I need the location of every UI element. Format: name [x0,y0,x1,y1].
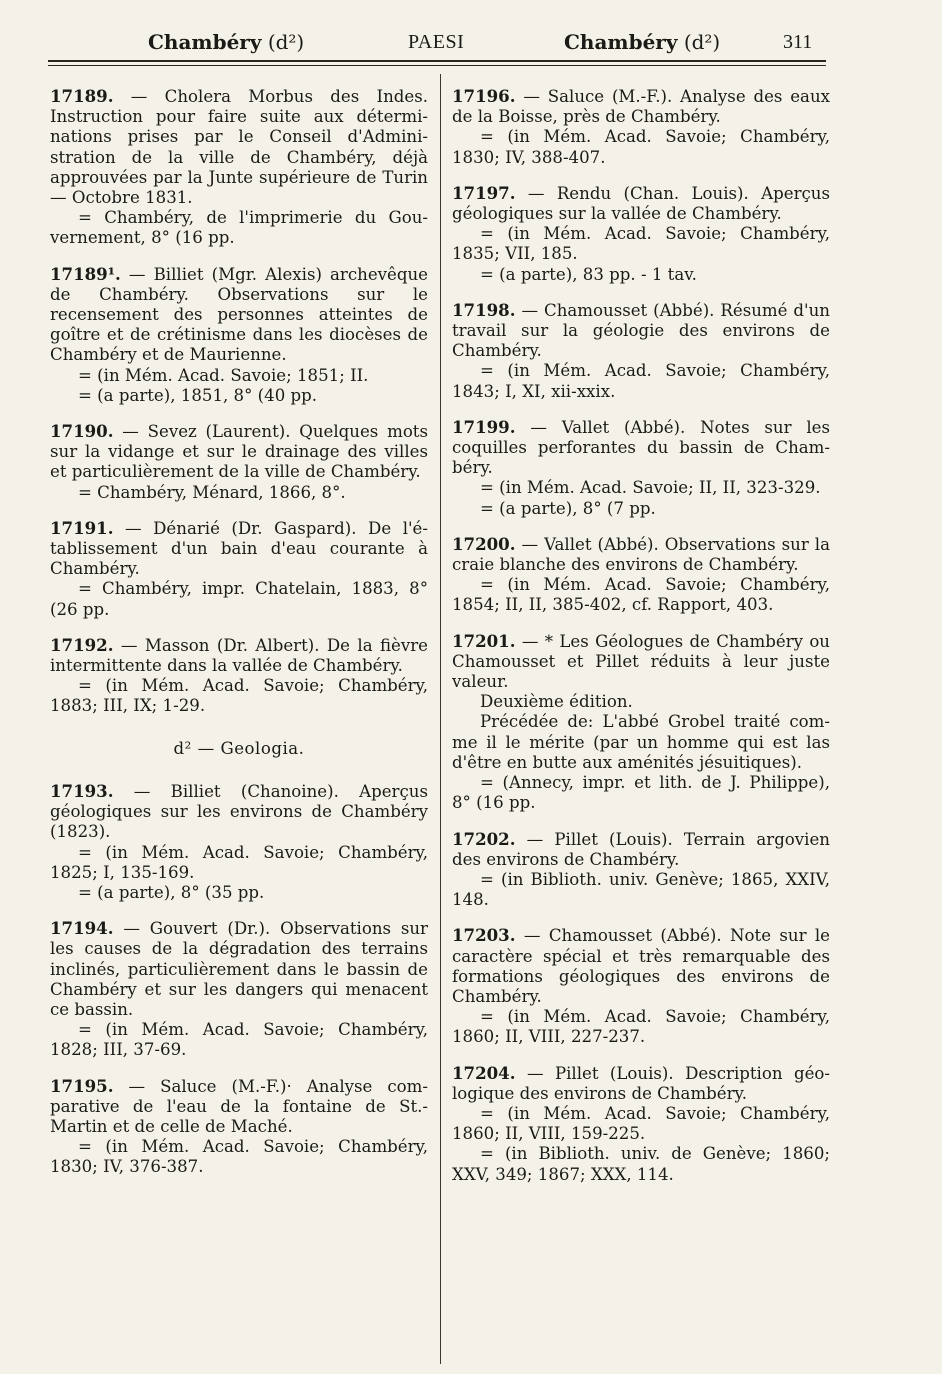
bibliography-entry [50,918,428,1060]
entry-title-line [50,781,428,843]
entry-text: — Masson (Dr. Albert). De la fièvre intermittente dans la vallée de Chambéry. [50,635,428,676]
entry-text: — Billiet (Chanoine). Aperçus géologiques sur les environs de Chambéry (1823). [50,781,428,842]
bibliography-entry [452,925,830,1047]
entry-title-line [50,421,428,483]
entry-number: 17204. [452,1062,516,1083]
entry-detail-line: = (in Mém. Acad. Savoie; Chambéry, 1835; VII, 185. [452,224,830,264]
bibliography-entry [452,300,830,402]
entry-detail-line: = (in Mém. Acad. Savoie; Chambéry, 1860; II, VIII, 159-225. [452,1103,830,1144]
entry-title-line [50,518,428,580]
entry-title-line [452,829,830,870]
entry-detail-line: = (in Mém. Acad. Savoie; Chambéry, 1843; I, XI, xii-xxix. [452,361,830,401]
entry-text: — Chamousset (Abbé). Note sur le caractère spécial et très remarquable des formations géologiques des environs de Chambéry. [452,926,830,1006]
section-heading: d² — Geologia. [173,738,305,758]
entry-title-line [452,925,830,1007]
entry-number: 17191. [50,517,114,538]
entry-detail-line: = (in Mém. Acad. Savoie; Chambéry, 1830; IV, 376-387. [50,1137,428,1177]
entry-title-line [50,86,428,208]
entry-number: 17198. [452,299,516,320]
entry-detail-line: = (in Mém. Acad. Savoie; Chambéry, 1828; III, 37-69. [50,1020,428,1060]
entry-text: — * Les Géologues de Chambéry ou Chamousset et Pillet réduits à leur juste valeur. [452,631,830,692]
entry-number: 17196. [452,86,516,106]
bibliography-entry [452,1063,830,1185]
bibliography-entry [452,534,830,616]
bibliography-entry [50,518,428,620]
entry-number: 17192. [50,634,114,655]
entry-detail-line: = (in Biblioth. univ. Genève; 1865, XXIV, 148. [452,869,830,910]
entry-number: 17199. [452,416,516,437]
entry-number: 17197. [452,182,516,203]
entry-number: 17195. [50,1075,114,1096]
entry-text: — Pillet (Louis). Terrain argovien des environs de Chambéry. [452,829,830,869]
entry-text: — Saluce (M.-F.)· Analyse comparative de l'eau de la fontaine de St.-Martin et de celle de Maché. [50,1076,428,1136]
entry-detail-line: = (a parte), 83 pp. - 1 tav. [480,264,697,284]
entry-title-line [452,86,830,127]
entry-text: — Chamousset (Abbé). Résumé d'un travail sur la géologie des environs de Chambéry. [452,300,830,361]
entry-title-line [452,300,830,362]
entry-detail-line: = (a parte), 8° (7 pp. [480,498,656,518]
entry-number: 17203. [452,925,516,946]
entry-detail-line: = (Annecy, impr. et lith. de J. Philippe), 8° (16 pp. [452,773,830,813]
entry-text: — Dénarié (Dr. Gaspard). De l'établissement d'un bain d'eau courante à Chambéry. [50,518,428,579]
entry-detail-line: = (a parte), 1851, 8° (40 pp. [78,385,318,405]
entry-number: 17189. [50,86,114,106]
entry-detail-line: = (in Mém. Acad. Savoie; Chambéry, 1860; II, VIII, 227-237. [452,1007,830,1047]
entry-text: — Vallet (Abbé). Observations sur la craie blanche des environs de Chambéry. [452,534,830,575]
bibliography-entry [452,417,830,519]
page-number: 311 [783,31,813,53]
entry-detail-line: Précédée de: L'abbé Grobel traité comme il le mérite (par un homme qui est las d'être en butte aux aménités jésuitiques). [452,712,830,772]
header-right-title: Chambéry (d²) [564,30,721,54]
header-left-title: Chambéry (d²) [148,30,305,54]
entry-detail-line: = Chambéry, de l'imprimerie du Gouvernement, 8° (16 pp. [50,208,428,248]
entry-number: 17193. [50,780,114,801]
entry-detail-line: = (in Mém. Acad. Savoie; Chambéry, 1830; IV, 388-407. [452,127,830,167]
entry-text: — Rendu (Chan. Louis). Aperçus géologiques sur la vallée de Chambéry. [452,183,830,224]
entry-number: 17194. [50,918,114,939]
entry-title-line [452,1063,830,1104]
entry-title-line [50,635,428,676]
entry-number: 17189¹. [50,263,121,284]
running-header [0,28,942,58]
entry-text: — Cholera Morbus des Indes. Instruction pour faire suite aux déterminations prises par le Conseil d'Administration de la ville de Chambéry, déjà approuvées par la Junte supérieure de Turin — Octobre 1831. [50,87,428,208]
entry-detail-line: = (in Biblioth. univ. de Genève; 1860; XXV, 349; 1867; XXX, 114. [452,1144,830,1184]
entry-detail-line: = (a parte), 8° (35 pp. [78,882,265,902]
entry-detail-line: = (in Mém. Acad. Savoie; Chambéry, 1854; II, II, 385-402, cf. Rapport, 403. [452,575,830,615]
bibliography-entry [452,631,830,814]
entry-title-line [50,1076,428,1138]
entry-detail-line: = Chambéry, impr. Chatelain, 1883, 8° (26 pp. [50,579,428,619]
bibliography-entry [50,1076,428,1178]
entry-detail-line: = (in Mém. Acad. Savoie; II, II, 323-329. [480,478,821,498]
header-rule-thin [48,65,826,66]
entry-number: 17201. [452,630,516,651]
entry-title-line [452,417,830,479]
bibliography-entry [50,421,428,503]
entry-detail-line: = (in Mém. Acad. Savoie; Chambéry, 1883; III, IX; 1-29. [50,676,428,716]
entry-detail-line: = (in Mém. Acad. Savoie; Chambéry, 1825; I, 135-169. [50,842,428,882]
entry-title-line [452,534,830,575]
bibliography-entry [452,86,830,168]
entry-title-line [452,631,830,693]
entry-title-line [452,183,830,224]
entry-detail-line: = (in Mém. Acad. Savoie; 1851; II. [78,365,369,385]
entry-text: — Saluce (M.-F.). Analyse des eaux de la Boisse, près de Chambéry. [452,87,830,127]
entry-text: — Billiet (Mgr. Alexis) archevêque de Chambéry. Observations sur le recensement des personnes atteintes de goître et de crétinisme dans les diocèses de Chambéry et de Maurienne. [50,264,428,365]
bibliography-entry [452,183,830,285]
entry-number: 17202. [452,828,516,849]
right-column [452,86,830,1200]
entry-text: — Gouvert (Dr.). Observations sur les causes de la dégradation des terrains inclinés, particulièrement dans le bassin de Chambéry et sur les dangers qui menacent ce bassin. [50,919,428,1019]
bibliography-entry [50,781,428,903]
bibliography-entry [452,829,830,911]
entry-number: 17200. [452,533,516,554]
bibliography-entry [50,264,428,406]
entry-text: — Vallet (Abbé). Notes sur les coquilles perforantes du bassin de Chambéry. [452,417,830,478]
bibliography-entry [50,86,428,249]
left-column [50,86,428,1193]
entry-detail-line: = Chambéry, Ménard, 1866, 8°. [78,482,346,502]
entry-number: 17190. [50,421,114,442]
header-rule-thick [48,60,826,62]
entry-title-line [50,264,428,366]
entry-text: — Sevez (Laurent). Quelques mots sur la vidange et sur le drainage des villes et particulièrement de la ville de Chambéry. [50,422,428,482]
entry-text: — Pillet (Louis). Description géologique des environs de Chambéry. [452,1063,830,1103]
header-center-title: PAESI [408,31,465,53]
entry-detail-line: Deuxième édition. [480,692,633,712]
bibliography-entry [50,635,428,717]
entry-title-line [50,918,428,1020]
column-divider [440,74,441,1364]
